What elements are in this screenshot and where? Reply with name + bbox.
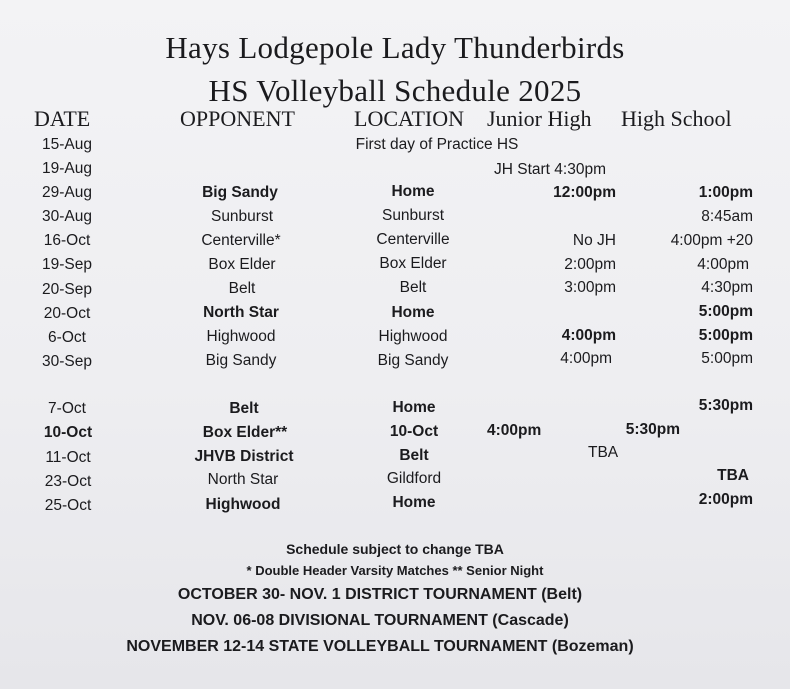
row-hs-time: 1:00pm [698, 184, 753, 201]
row-date: 15-Aug [42, 136, 92, 153]
row-hs-time: 5:30pm [625, 421, 680, 438]
row-location: Home [392, 494, 436, 511]
row-date: 19-Sep [42, 256, 92, 273]
district-tournament: OCTOBER 30- NOV. 1 DISTRICT TOURNAMENT (Belt) [177, 586, 583, 603]
row-date: 23-Oct [44, 473, 92, 490]
row-date: 29-Aug [42, 184, 92, 201]
row-jh-time: No JH [572, 232, 616, 249]
row-location: Home [391, 304, 435, 321]
row-hs-time: 5:00pm [698, 327, 753, 344]
row-opponent: Highwood [206, 328, 276, 345]
row-date: 11-Oct [45, 449, 91, 466]
row-note: JH Start 4:30pm [494, 161, 606, 178]
row-location: Box Elder [379, 255, 447, 272]
row-date: 10-Oct [43, 424, 93, 441]
row-date: 30-Sep [42, 353, 92, 370]
row-location: Centerville [376, 231, 450, 248]
title-line-1: Hays Lodgepole Lady Thunderbirds [165, 30, 625, 65]
row-opponent: Sunburst [210, 208, 274, 225]
row-opponent: Big Sandy [205, 352, 277, 369]
header-location: LOCATION [354, 106, 464, 131]
row-jh-time: 12:00pm [553, 184, 616, 201]
title-line-2: HS Volleyball Schedule 2025 [208, 73, 582, 108]
row-opponent: Box Elder [208, 256, 276, 273]
row-hs-time: 4:00pm [697, 256, 749, 273]
divisional-tournament: NOV. 06-08 DIVISIONAL TOURNAMENT (Cascade) [191, 612, 569, 629]
row-opponent: Centerville* [201, 232, 281, 249]
header-high-school: High School [621, 106, 732, 131]
row-date: 25-Oct [44, 497, 92, 514]
row-date: 20-Sep [42, 281, 92, 298]
row-date: 6-Oct [48, 329, 86, 346]
legend-note: * Double Header Varsity Matches ** Senior Night [246, 563, 544, 578]
row-opponent: North Star [207, 471, 279, 488]
row-opponent: Big Sandy [202, 184, 278, 201]
row-hs-time: 5:00pm [701, 350, 753, 367]
row-location: Belt [399, 279, 427, 296]
row-hs-time: 5:30pm [698, 397, 753, 414]
row-opponent: JHVB District [194, 448, 294, 465]
row-opponent: Highwood [205, 496, 281, 513]
header-junior-high: Junior High [487, 106, 592, 131]
row-location: Highwood [378, 328, 448, 345]
row-date: 7-Oct [48, 400, 86, 417]
row-date: 30-Aug [42, 208, 92, 225]
row-location: 10-Oct [389, 423, 439, 440]
row-hs-time: 8:45am [701, 208, 753, 225]
row-location: Gildford [386, 470, 442, 487]
row-opponent: North Star [203, 304, 279, 321]
row-date: 20-Oct [43, 305, 91, 322]
row-hs-time: TBA [717, 467, 749, 484]
row-hs-time: 5:00pm [698, 303, 753, 320]
row-hs-time: 2:00pm [698, 491, 753, 508]
state-tournament: NOVEMBER 12-14 STATE VOLLEYBALL TOURNAMENT (Bozeman) [126, 638, 634, 655]
row-jh-time: TBA [588, 444, 619, 461]
row-opponent: Belt [228, 280, 256, 297]
row-hs-time: 4:00pm +20 [670, 232, 753, 249]
row-date: 19-Aug [42, 160, 92, 177]
row-jh-time: 2:00pm [564, 256, 616, 273]
row-note: First day of Practice HS [355, 136, 519, 153]
row-hs-time: 4:30pm [701, 279, 753, 296]
row-location: Belt [399, 447, 429, 464]
header-date: DATE [34, 106, 91, 131]
row-location: Big Sandy [377, 352, 449, 369]
schedule-change-note: Schedule subject to change TBA [286, 541, 504, 557]
row-location: Home [392, 399, 436, 416]
row-opponent: Belt [229, 400, 259, 417]
row-location: Home [391, 183, 435, 200]
header-opponent: OPPONENT [180, 106, 295, 131]
row-location: Sunburst [381, 207, 445, 224]
row-date: 16-Oct [43, 232, 91, 249]
row-jh-time: 4:00pm [560, 350, 612, 367]
row-opponent: Box Elder** [202, 424, 288, 441]
row-jh-time: 4:00pm [561, 327, 616, 344]
row-jh-time: 3:00pm [564, 279, 616, 296]
row-jh-time: 4:00pm [487, 422, 542, 439]
